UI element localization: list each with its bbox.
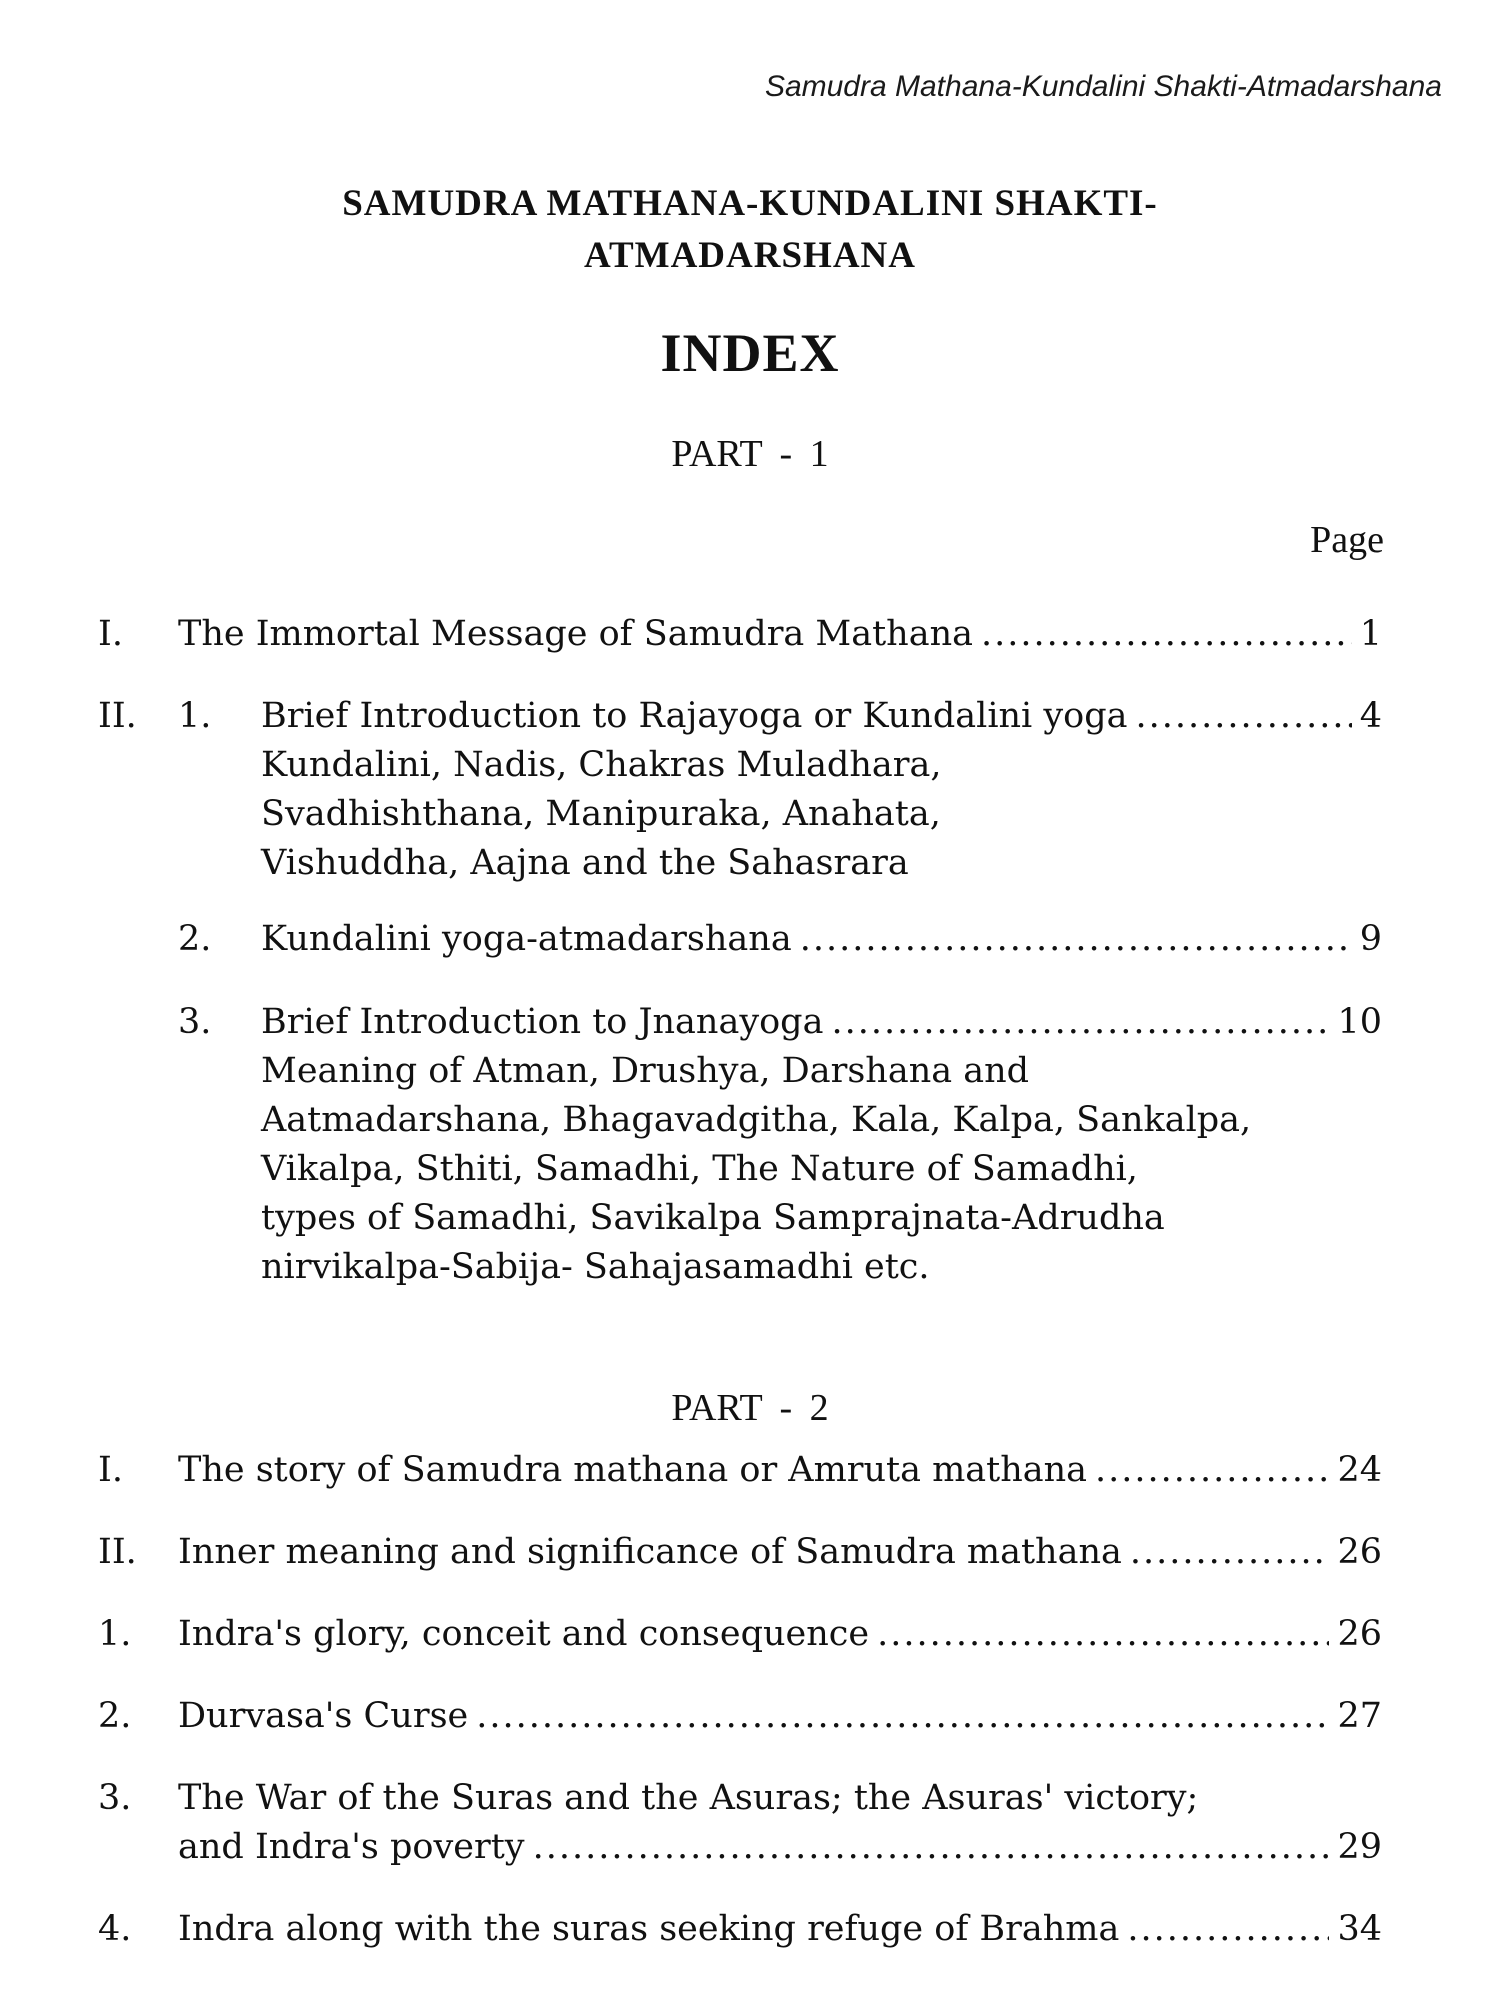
- book-title: [0, 178, 1500, 282]
- dot-leader: [981, 610, 1352, 659]
- entry-description-line: types of Samadhi, Savikalpa Samprajnata-Adrudha: [261, 1198, 1165, 1238]
- entry-title-line: [261, 692, 1382, 741]
- toc-entry[interactable]: [98, 1774, 1382, 1872]
- toc-entry[interactable]: [98, 998, 1382, 1292]
- entry-title: Durvasa's Curse: [178, 1696, 469, 1736]
- dot-leader: [1136, 692, 1352, 741]
- entry-number: II.: [98, 696, 137, 736]
- toc-entry[interactable]: [98, 1905, 1382, 1954]
- entry-page-number: 4: [1359, 696, 1382, 736]
- part-1-heading: PART - 1: [671, 433, 829, 475]
- entry-title: The Immortal Message of Samudra Mathana: [178, 614, 974, 654]
- entry-page-number: 27: [1337, 1696, 1382, 1736]
- entry-page-number: 34: [1337, 1909, 1382, 1949]
- entry-page-number: 10: [1337, 1002, 1382, 1042]
- entry-title-line: [178, 1528, 1382, 1577]
- entry-number: I.: [98, 1450, 123, 1490]
- entry-number: II.: [98, 1532, 137, 1572]
- dot-leader: [1130, 1528, 1330, 1577]
- entry-number: 2.: [98, 1696, 132, 1736]
- entry-description-line: nirvikalpa-Sabija- Sahajasamadhi etc.: [261, 1247, 930, 1287]
- entry-description-line: Aatmadarshana, Bhagavadgitha, Kala, Kalpa, Sankalpa,: [261, 1100, 1252, 1140]
- entry-description-line: Svadhishthana, Manipuraka, Anahata,: [261, 794, 941, 834]
- entry-page-number: 26: [1337, 1532, 1382, 1572]
- entry-page-number: 29: [1337, 1827, 1382, 1867]
- entry-title: and Indra's poverty: [178, 1827, 525, 1867]
- entry-page-number: 26: [1337, 1614, 1382, 1654]
- toc-entry[interactable]: [98, 1528, 1382, 1577]
- toc-entry[interactable]: [98, 1446, 1382, 1495]
- entry-description-line: Meaning of Atman, Drushya, Darshana and: [261, 1051, 1030, 1091]
- toc-entry[interactable]: [98, 1610, 1382, 1659]
- index-heading: INDEX: [660, 323, 840, 383]
- dot-leader: [1127, 1905, 1329, 1954]
- book-title-line-2: ATMADARSHANA: [584, 235, 916, 276]
- dot-leader: [877, 1610, 1329, 1659]
- toc-entry[interactable]: [98, 1692, 1382, 1741]
- entry-subnumber: 2.: [178, 919, 212, 959]
- entry-title: Kundalini yoga-atmadarshana: [261, 919, 792, 959]
- entry-page-number: 1: [1359, 614, 1382, 654]
- entry-description-line: Vishuddha, Aajna and the Sahasrara: [261, 843, 909, 883]
- dot-leader: [533, 1823, 1330, 1872]
- entry-title-first-line: The War of the Suras and the Asuras; the Asuras' victory;: [178, 1778, 1199, 1818]
- page-column-label: Page: [1310, 519, 1384, 561]
- entry-title: Brief Introduction to Rajayoga or Kundalini yoga: [261, 696, 1128, 736]
- entry-page-number: 9: [1359, 919, 1382, 959]
- entry-description-line: Vikalpa, Sthiti, Samadhi, The Nature of Samadhi,: [261, 1149, 1138, 1189]
- entry-number: I.: [98, 614, 123, 654]
- entry-number: 4.: [98, 1909, 132, 1949]
- entry-title: Indra along with the suras seeking refuge of Brahma: [178, 1909, 1120, 1949]
- part-2-heading: PART - 2: [671, 1387, 829, 1429]
- dot-leader: [800, 915, 1352, 964]
- toc-entry[interactable]: [98, 610, 1382, 659]
- entry-title-line: [261, 915, 1382, 964]
- entry-subnumber: 3.: [178, 1002, 212, 1042]
- entry-title: Inner meaning and significance of Samudra mathana: [178, 1532, 1122, 1572]
- entry-subnumber: 1.: [178, 696, 212, 736]
- entry-number: 3.: [98, 1778, 132, 1818]
- entry-title-line: [178, 1823, 1382, 1872]
- toc-entry[interactable]: [98, 915, 1382, 964]
- entry-description-line: Kundalini, Nadis, Chakras Muladhara,: [261, 745, 942, 785]
- toc-entry[interactable]: [98, 692, 1382, 888]
- entry-number: 1.: [98, 1614, 132, 1654]
- dot-leader: [831, 998, 1329, 1047]
- entry-title-line: [178, 1905, 1382, 1954]
- book-title-line-1: SAMUDRA MATHANA-KUNDALINI SHAKTI-: [342, 183, 1158, 224]
- entry-title-line: [178, 1610, 1382, 1659]
- entry-title-line: [178, 1446, 1382, 1495]
- entry-title-line: [261, 998, 1382, 1047]
- entry-page-number: 24: [1337, 1450, 1382, 1490]
- dot-leader: [476, 1692, 1329, 1741]
- entry-title-line: [178, 1692, 1382, 1741]
- dot-leader: [1095, 1446, 1329, 1495]
- entry-title: Indra's glory, conceit and consequence: [178, 1614, 870, 1654]
- entry-title: The story of Samudra mathana or Amruta mathana: [178, 1450, 1088, 1490]
- running-header: Samudra Mathana-Kundalini Shakti-Atmadarshana: [764, 70, 1442, 103]
- entry-title-line: [178, 610, 1382, 659]
- entry-title: Brief Introduction to Jnanayoga: [261, 1002, 824, 1042]
